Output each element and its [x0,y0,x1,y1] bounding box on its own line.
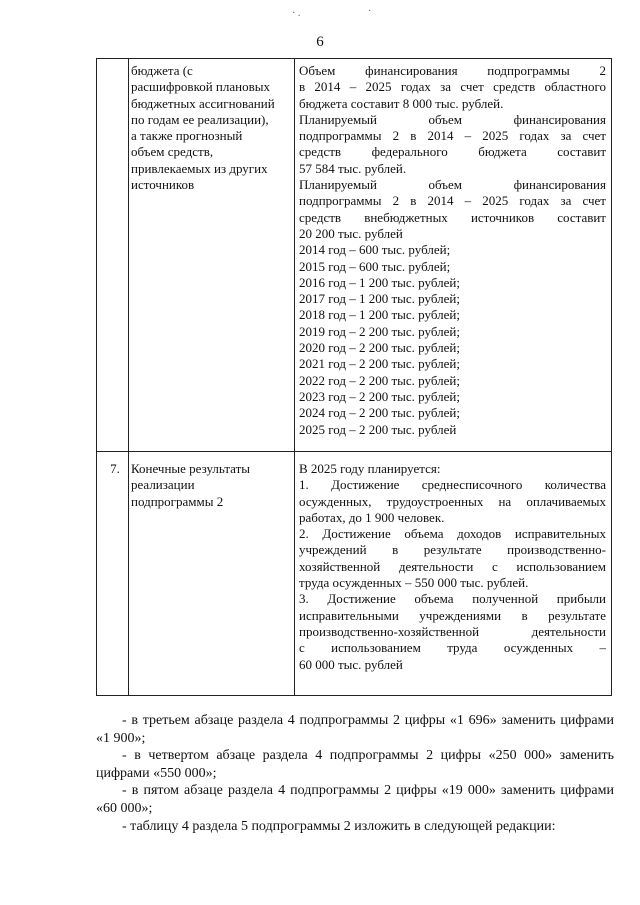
text-line: 2015 год – 600 тыс. рублей; [299,258,451,274]
text-line: 2. Достижение объема доходов исправительных [299,526,606,542]
text-line: с использованием труда осужденных – [299,640,606,656]
text-line: расшифровкой плановых [131,79,270,95]
text-line: Конечные результаты [131,461,251,476]
text-line: 1. Достижение среднесписочного количества [299,477,606,493]
text-line: бюджетных ассигнований [131,95,275,111]
row1-right-cell [299,63,606,438]
row2-left-cell [131,461,291,510]
text-line: средств федерального бюджета составит [299,144,606,160]
row1-left-cell [131,63,291,193]
text-line: 2023 год – 2 200 тыс. рублей; [299,388,460,404]
text-line: 3. Достижение объема полученной прибыли [299,591,606,607]
text-line: 2021 год – 2 200 тыс. рублей; [299,356,460,372]
text-line: подпрограммы 2 [131,493,224,509]
text-line: привлекаемых из других [131,160,268,176]
text-line: в 2014 – 2025 годах за счет средств областного [299,79,606,95]
text-line: источников [131,177,195,193]
text-line: подпрограммы 2 в 2014 – 2025 годах за счет [299,193,606,209]
amendment-paragraphs [96,712,614,835]
text-line: осужденных, трудоустроенных на оплачиваемых [299,493,606,509]
amendment-paragraph: - таблицу 4 раздела 5 подпрограммы 2 изложить в следующей редакции: [122,818,556,834]
text-line: 2016 год – 1 200 тыс. рублей; [299,274,460,290]
column-divider [128,59,129,695]
text-line: средств внебюджетных источников составит [299,209,606,225]
text-line: 60 000 тыс. рублей [299,656,403,672]
text-line: Планируемый объем финансирования [299,177,606,193]
amendment-paragraph: - в пятом абзаце раздела 4 подпрограммы 2 цифры «19 000» заменить цифрами «60 000»; [96,783,614,816]
text-line: 2022 год – 2 200 тыс. рублей; [299,372,460,388]
text-line: объем средств, [131,144,214,160]
text-line: 2025 год – 2 200 тыс. рублей [299,421,457,437]
text-line: реализации [131,477,195,493]
text-line: Объем финансирования подпрограммы 2 [299,63,606,78]
text-line: работах, до 1 900 человек. [299,509,445,525]
row2-right-cell [299,461,606,673]
text-line: 2017 год – 1 200 тыс. рублей; [299,291,460,307]
text-line: бюджета составит 8 000 тыс. рублей. [299,95,504,111]
text-line: Планируемый объем финансирования [299,111,606,127]
scan-artifact: · [368,6,372,17]
column-divider [294,59,295,695]
text-line: учреждений в результате производственно- [299,542,606,558]
text-line: 2014 год – 600 тыс. рублей; [299,242,451,258]
page-number: 6 [316,34,324,50]
text-line: В 2025 году планируется: [299,461,441,476]
text-line: труда осужденных – 550 000 тыс. рублей. [299,575,529,591]
text-line: а также прогнозный [131,128,243,144]
text-line: 2018 год – 1 200 тыс. рублей; [299,307,460,323]
row2-number: 7. [110,461,120,476]
text-line: 2020 год – 2 200 тыс. рублей; [299,340,460,356]
program-table [96,58,612,696]
text-line: 2024 год – 2 200 тыс. рублей; [299,405,460,421]
text-line: по годам ее реализации), [131,111,269,127]
amendment-paragraph: - в третьем абзаце раздела 4 подпрограммы 2 цифры «1 696» заменить цифрами «1 900»; [96,713,614,746]
scan-artifact: · . [292,8,301,19]
text-line: бюджета (с [131,63,193,78]
text-line: 57 584 тыс. рублей. [299,160,407,176]
text-line: производственно-хозяйственной деятельности [299,623,606,639]
text-line: 2019 год – 2 200 тыс. рублей; [299,323,460,339]
text-line: 20 200 тыс. рублей [299,225,403,241]
amendment-paragraph: - в четвертом абзаце раздела 4 подпрограммы 2 цифры «250 000» заменить цифрами «550 000»; [96,748,614,781]
text-line: исправительными учреждениями в результате [299,607,606,623]
text-line: хозяйственной деятельности с использованием [299,558,606,574]
text-line: подпрограммы 2 в 2014 – 2025 годах за счет [299,128,606,144]
row-divider [97,451,611,452]
